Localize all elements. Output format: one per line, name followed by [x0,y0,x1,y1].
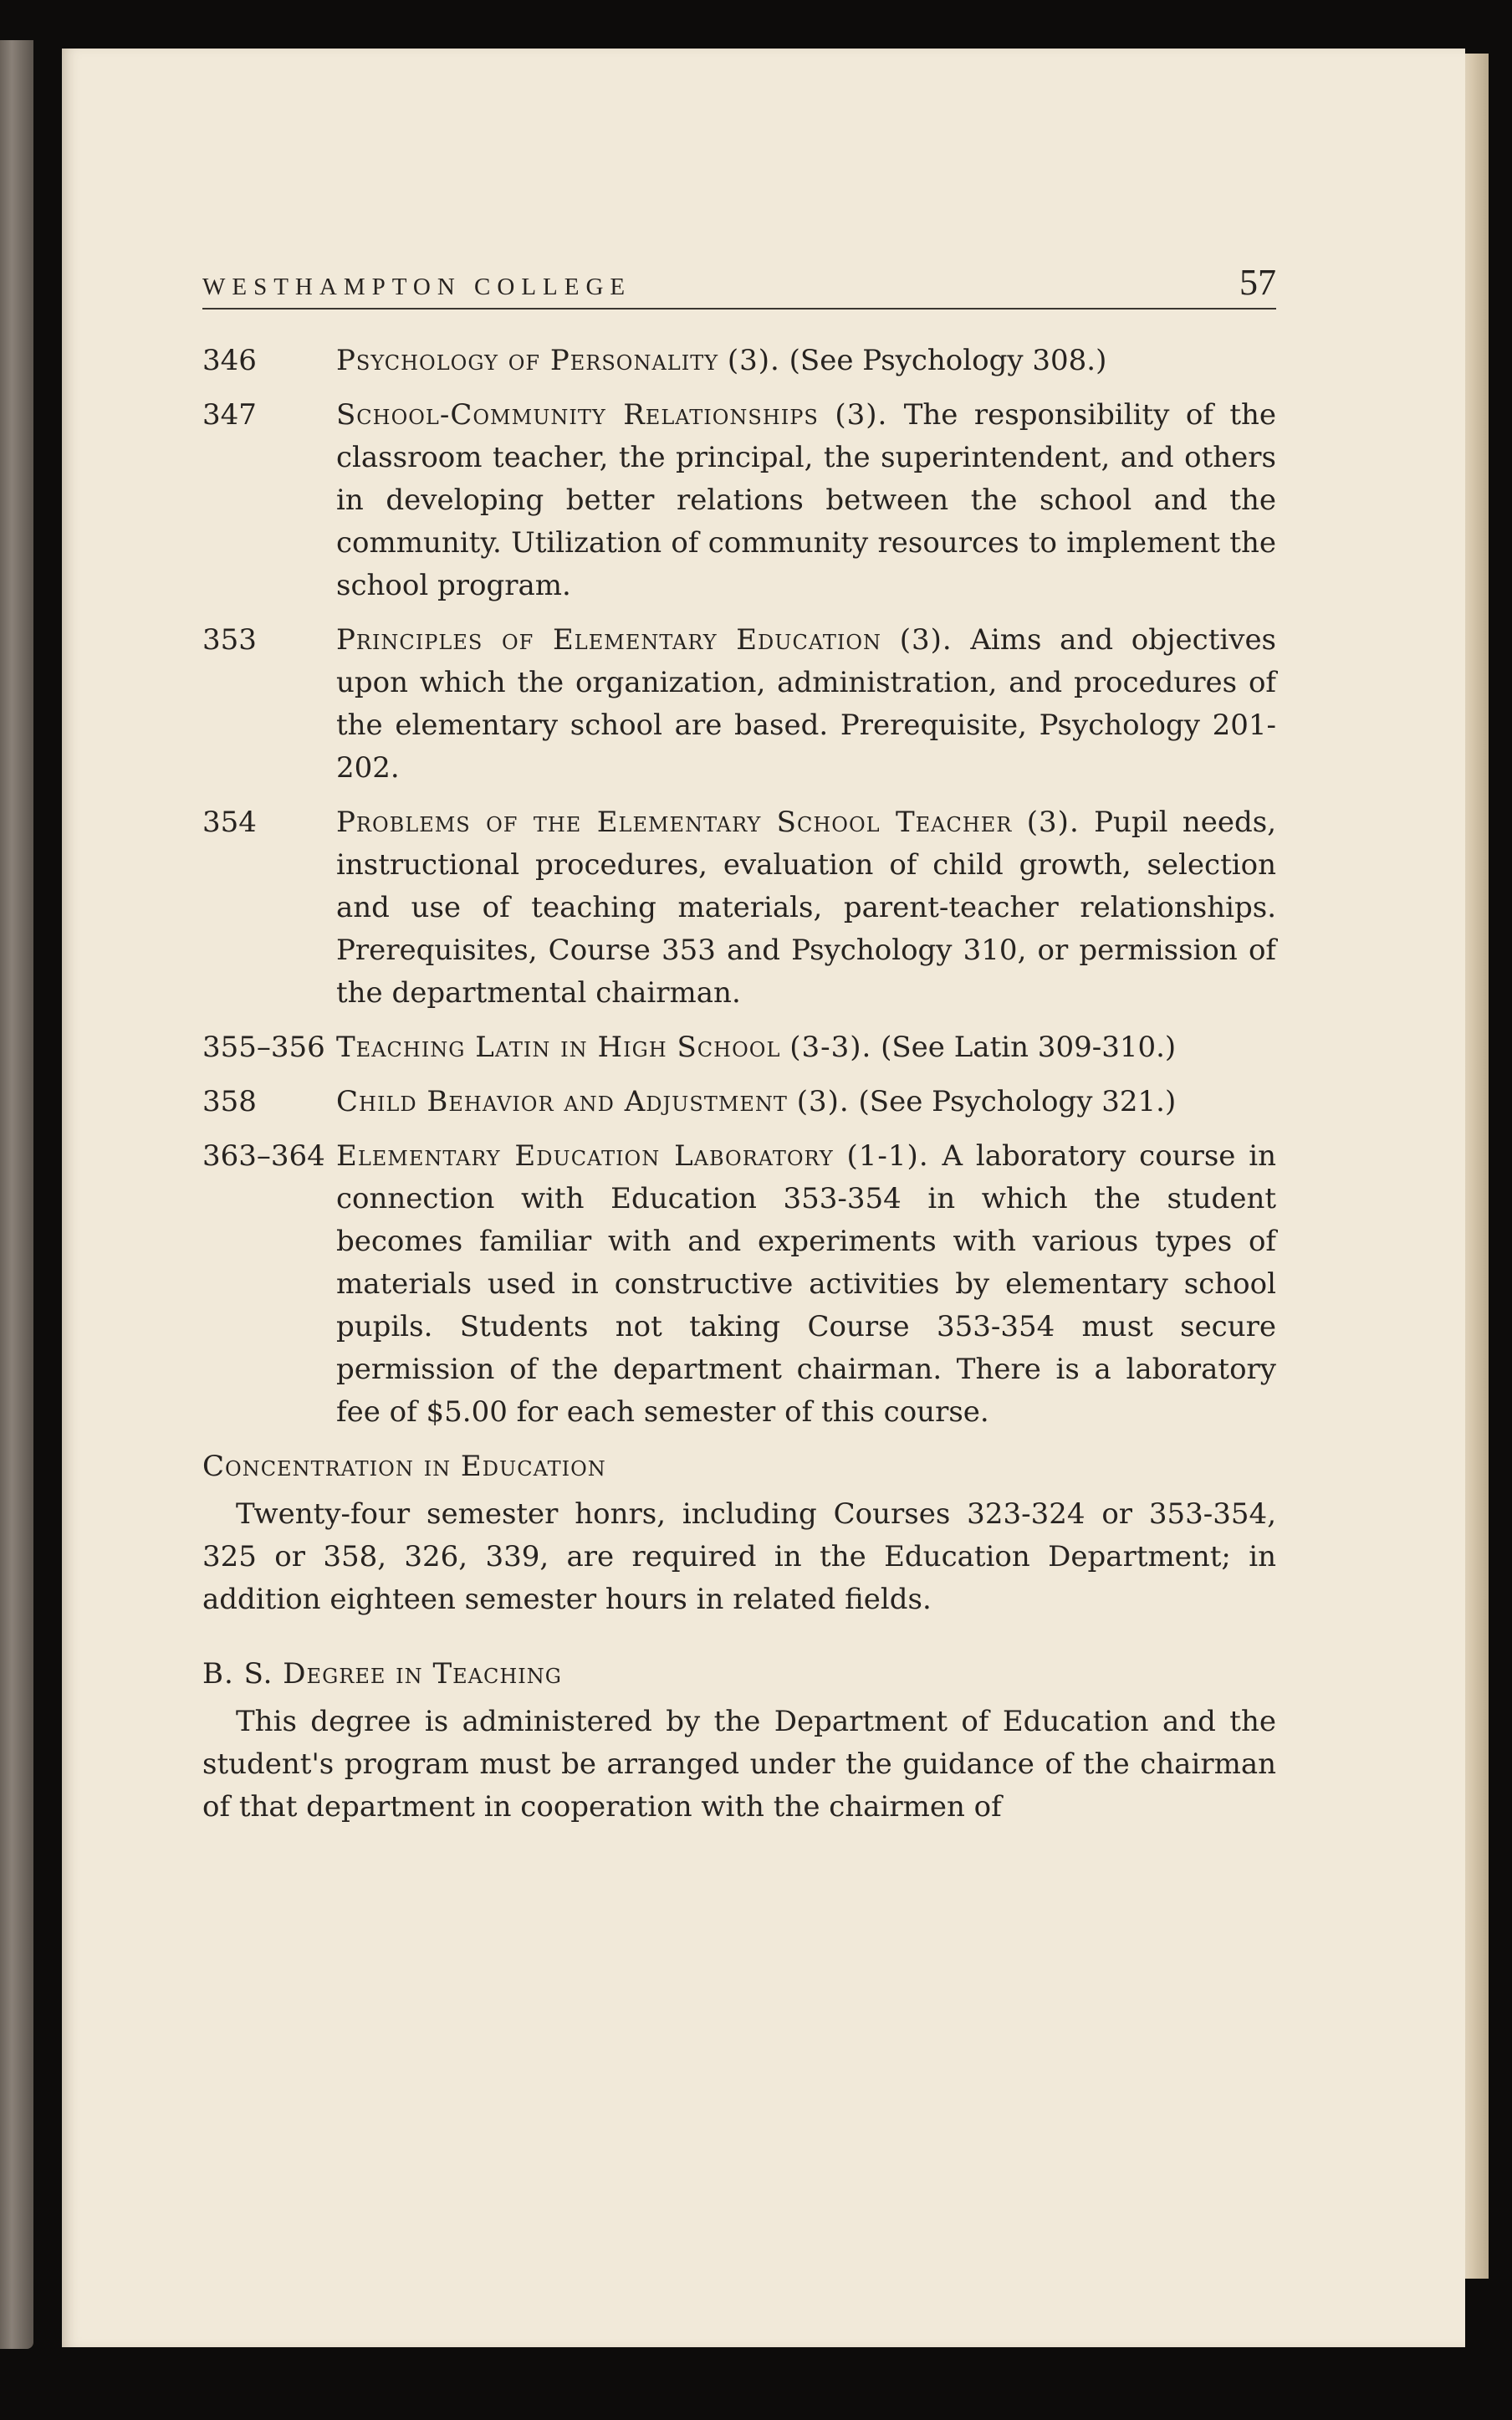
course-entry [202,801,1276,1015]
course-description: Pupil needs, instructional procedures, evaluation of child growth, selection and use of teaching materials, parent-teacher relationships. Prerequisites, Course 353 and Psychology 310, or permission of the departmental chairman. [336,806,1277,1010]
course-description: Aims and objectives upon which the organization, administration, and procedures of the elementary school are based. Prerequisite, Psychology 201-202. [336,623,1277,785]
course-credits: (3). [796,1085,850,1118]
course-body [336,394,1276,607]
course-entry [202,340,1276,382]
course-body [336,340,1276,382]
book-left-edge [0,40,33,2349]
course-number: 363–364 [202,1139,325,1173]
course-credits: (3-3). [789,1031,872,1064]
book-page [62,49,1465,2347]
course-body [336,1135,1276,1434]
course-title: Problems of the Elementary School Teacher [336,806,1013,839]
course-number: 347 [202,398,257,432]
course-entry [202,619,1276,790]
course-title: Principles of Elementary Education [336,623,882,657]
course-credits: (1-1). [846,1139,929,1173]
course-entry [202,394,1276,607]
course-credits: (3). [727,344,780,377]
course-body [336,801,1276,1015]
course-number: 355–356 [202,1031,325,1064]
course-credits: (3). [835,398,888,432]
running-head [202,249,1276,310]
page-number: 57 [1239,262,1276,303]
course-title: Psychology of Personality [336,344,719,377]
course-entry [202,1081,1276,1123]
course-description: A laboratory course in connection with Education 353-354 in which the student becomes familiar with and experiments with various types of materials used in constructive activities by elementary school pupils. Students not taking Course 353-354 must secure permission of the department chairman. There is a laboratory fee of $5.00 for each semester of this course. [336,1139,1277,1429]
course-number: 358 [202,1085,257,1118]
course-description: (See Psychology 321.) [858,1085,1177,1118]
concentration-heading: Concentration in Education [202,1450,606,1483]
page-content [202,249,1276,1829]
course-entry [202,1026,1276,1069]
course-number: 354 [202,806,257,839]
course-title: Teaching Latin in High School [336,1031,781,1064]
course-body [336,1026,1276,1069]
course-entry [202,1135,1276,1434]
course-credits: (3). [899,623,953,657]
bs-degree-paragraph: This degree is administered by the Department of Education and the student's program must be arranged under the guidance of the chairman of that department in cooperation with the chairmen of [202,1705,1276,1824]
course-title: School-Community Relationships [336,398,819,432]
course-title: Child Behavior and Adjustment [336,1085,788,1118]
course-credits: (3). [1026,806,1080,839]
course-list [202,340,1276,1434]
course-description: The responsibility of the classroom teacher, the principal, the superintendent, and others in developing better relations between the school and the community. Utilization of community resources to implement the school program. [336,398,1277,602]
course-number: 346 [202,344,257,377]
course-body [336,619,1276,790]
concentration-paragraph: Twenty-four semester honrs, including Courses 323-324 or 353-354, 325 or 358, 326, 339, are required in the Education Department; in addition eighteen semester hours in related fields. [202,1497,1276,1616]
course-description: (See Psychology 308.) [789,344,1107,377]
course-description: (See Latin 309-310.) [881,1031,1177,1064]
bs-degree-heading: B. S. Degree in Teaching [202,1657,562,1691]
course-body [336,1081,1276,1123]
course-number: 353 [202,623,257,657]
course-title: Elementary Education Laboratory [336,1139,834,1173]
running-title: WESTHAMPTON COLLEGE [202,274,632,300]
